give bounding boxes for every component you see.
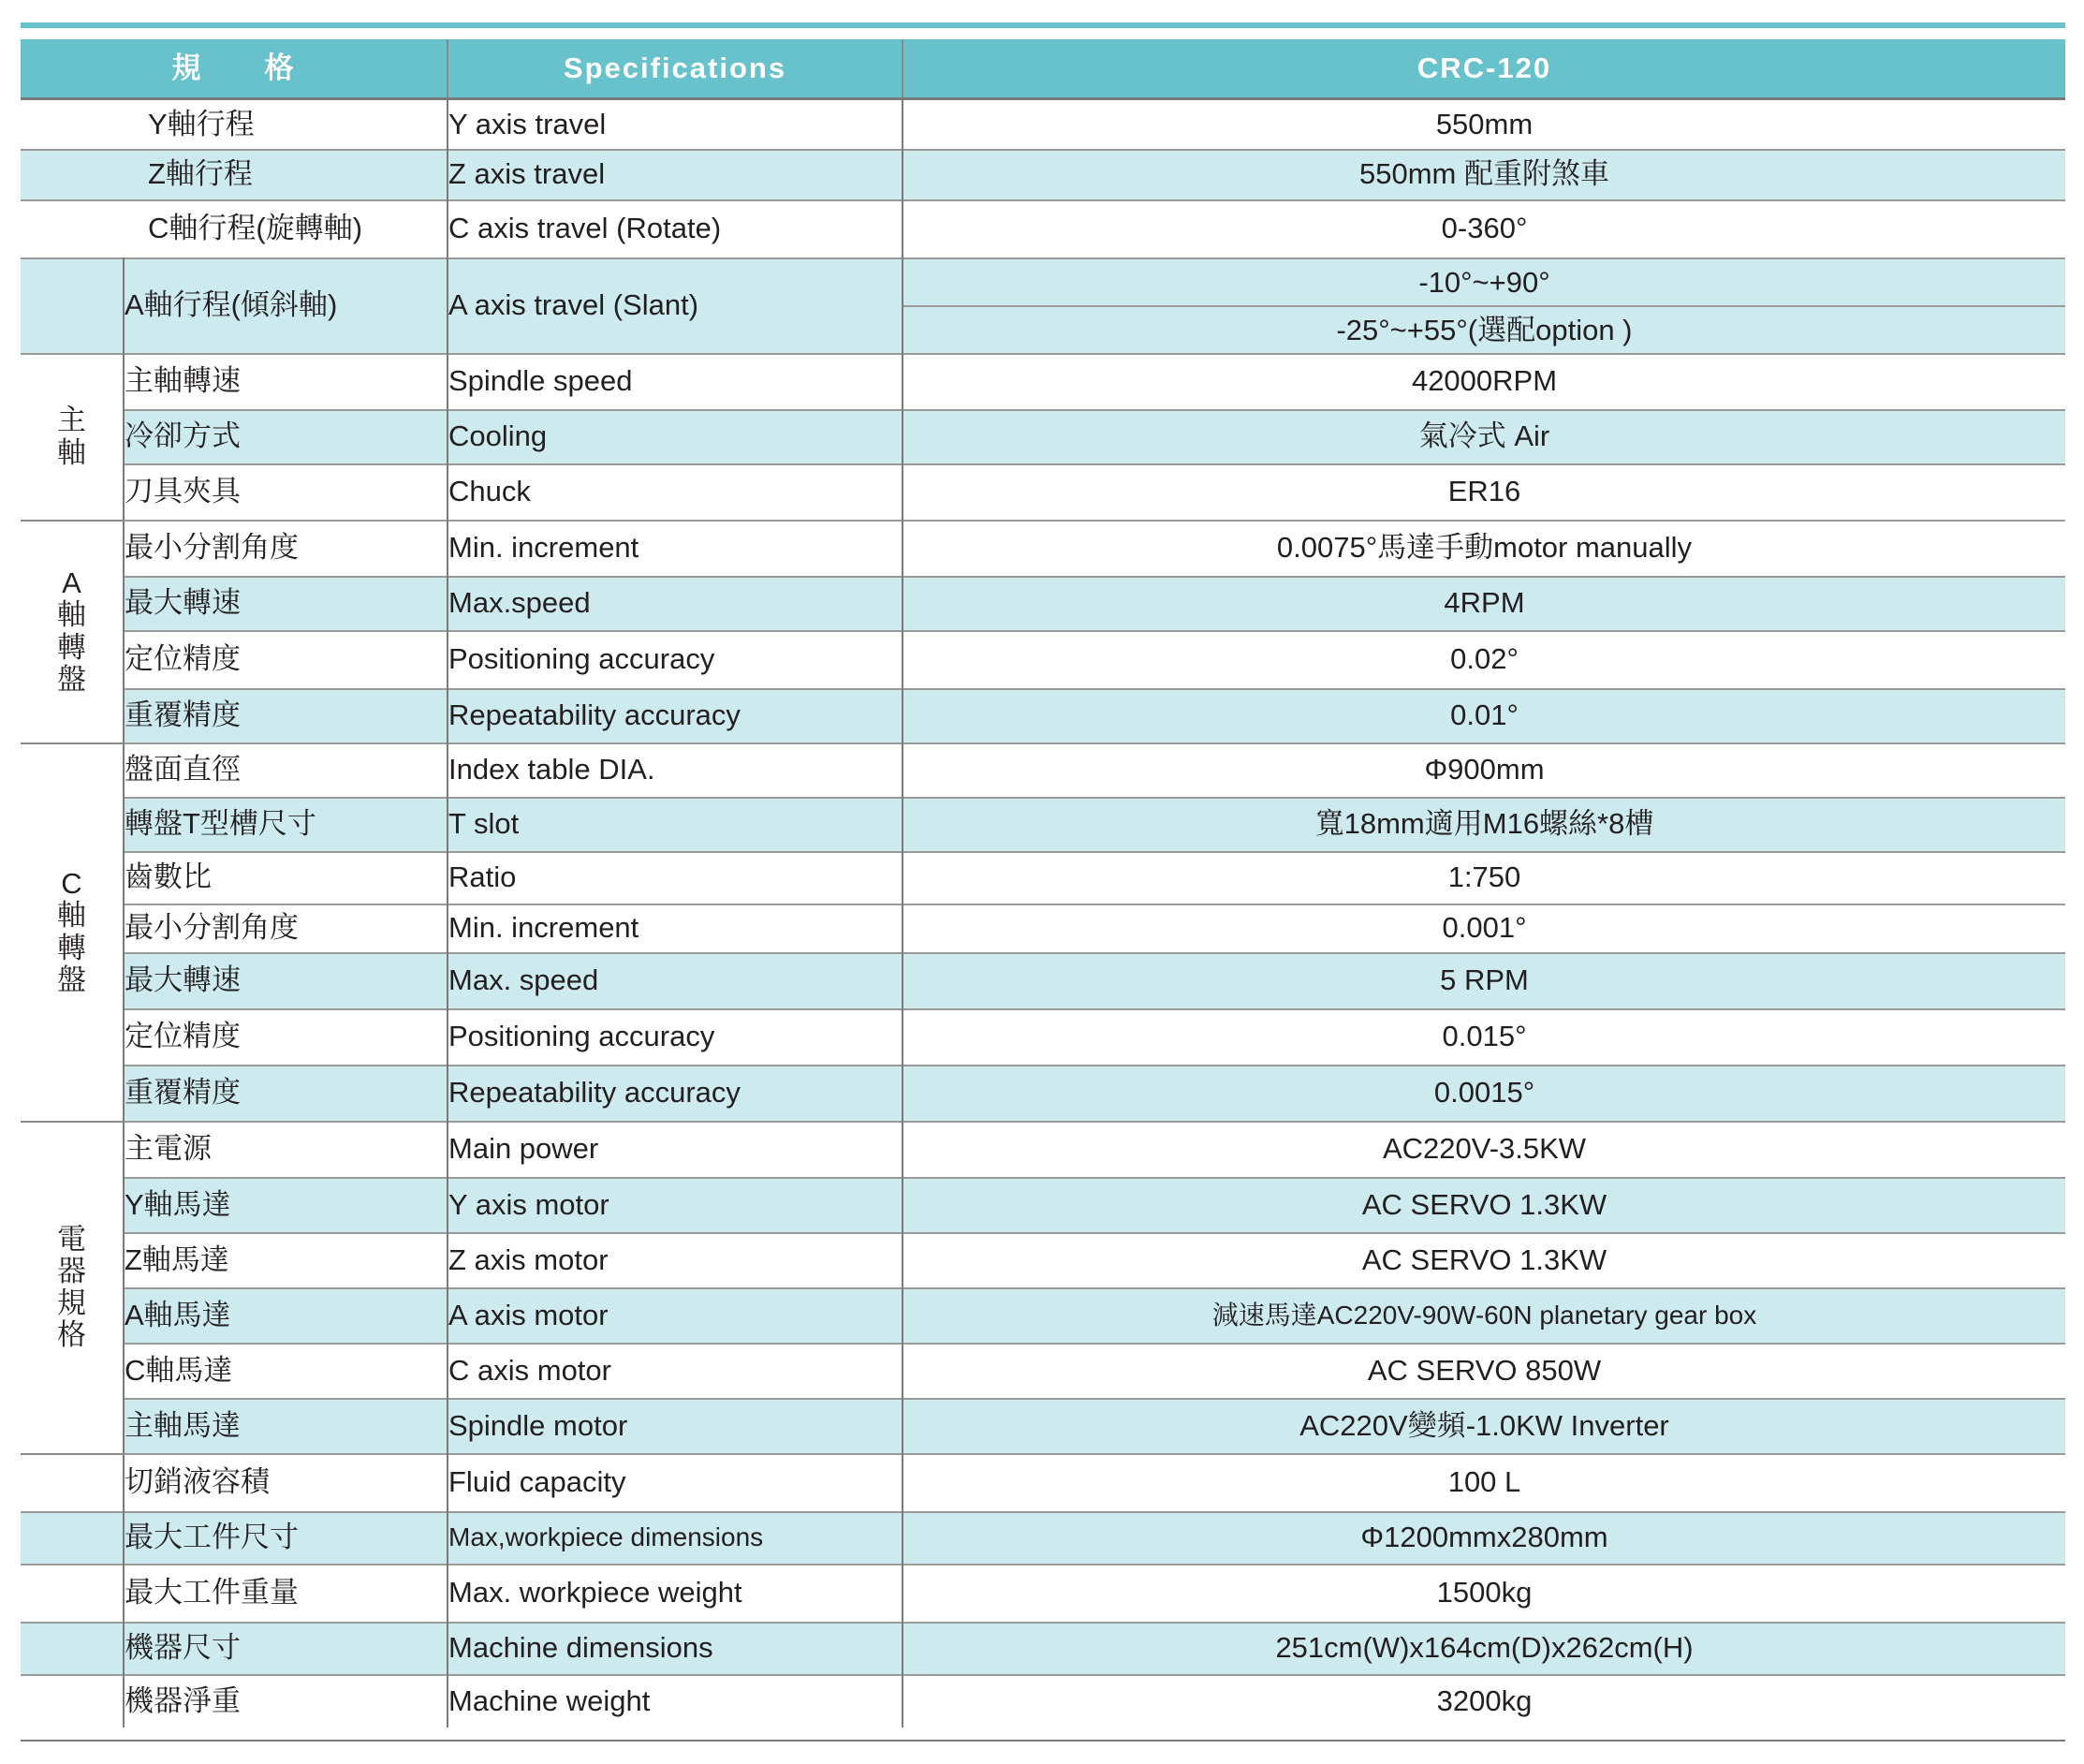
spec-cn: A軸馬達 (124, 1288, 448, 1344)
spec-value: 550mm 配重附煞車 (903, 150, 2065, 200)
spec-cn: 主軸馬達 (124, 1399, 448, 1454)
table-row (21, 798, 2065, 852)
table-row (21, 904, 2065, 953)
spec-cn: 定位精度 (124, 1009, 448, 1066)
spec-table (21, 39, 2065, 1727)
spec-en: A axis travel (Slant) (448, 258, 903, 354)
spec-value: 100 L (903, 1454, 2065, 1512)
spec-en: A axis motor (448, 1288, 903, 1344)
spec-cn: Z軸馬達 (124, 1233, 448, 1288)
spec-value: 0.0015° (903, 1066, 2065, 1122)
spec-en: Max.speed (448, 577, 903, 631)
spec-en: Repeatability accuracy (448, 689, 903, 743)
spec-value: 42000RPM (903, 354, 2065, 410)
spec-en: C axis motor (448, 1344, 903, 1399)
spec-cn: 重覆精度 (124, 689, 448, 743)
spec-en: Max. speed (448, 953, 903, 1009)
spec-cn: 冷卻方式 (124, 410, 448, 464)
spec-en: Main power (448, 1122, 903, 1178)
spec-cn: 最小分割角度 (124, 521, 448, 577)
table-row (21, 1565, 2065, 1623)
top-accent-line (21, 22, 2065, 28)
spec-en: Z axis motor (448, 1233, 903, 1288)
spec-value: 0.02° (903, 631, 2065, 689)
spec-cn: 主軸轉速 (124, 354, 448, 410)
spec-en: Cooling (448, 410, 903, 464)
table-row (21, 1009, 2065, 1066)
spec-en: Min. increment (448, 521, 903, 577)
table-row (21, 1233, 2065, 1288)
spec-value: AC SERVO 1.3KW (903, 1233, 2065, 1288)
spec-en: Y axis motor (448, 1178, 903, 1233)
spec-value: 0.015° (903, 1009, 2065, 1066)
spec-en: Max,workpiece dimensions (448, 1512, 903, 1565)
spec-cn: 盤面直徑 (124, 743, 448, 798)
spec-cn: 主電源 (124, 1122, 448, 1178)
spec-value: AC220V變頻-1.0KW Inverter (903, 1399, 2065, 1454)
spec-cn: 最小分割角度 (124, 904, 448, 953)
spec-cn: C軸馬達 (124, 1344, 448, 1399)
spec-value: 0.001° (903, 904, 2065, 953)
spec-value: 3200kg (903, 1675, 2065, 1727)
spec-cn: 機器尺寸 (124, 1623, 448, 1675)
table-row (21, 689, 2065, 743)
table-row (21, 1122, 2065, 1178)
table-row (21, 852, 2065, 904)
spec-value-option: -25°~+55°(選配option ) (903, 305, 2065, 353)
group-c-axis-table: C軸轉盤 (21, 743, 124, 1122)
spec-en: Positioning accuracy (448, 631, 903, 689)
spec-en: Index table DIA. (448, 743, 903, 798)
spec-en: Min. increment (448, 904, 903, 953)
group-a-axis-table: A軸轉盤 (21, 521, 124, 743)
table-row (21, 743, 2065, 798)
spec-value: 0.01° (903, 689, 2065, 743)
group-electrical: 電器規格 (21, 1122, 124, 1454)
spec-cn: 刀具夾具 (124, 464, 448, 521)
spec-value: ER16 (903, 464, 2065, 521)
table-row (21, 1399, 2065, 1454)
spec-en: Spindle motor (448, 1399, 903, 1454)
spec-cn: C軸行程(旋轉軸) (148, 212, 363, 245)
table-row (21, 1675, 2065, 1727)
spec-cn: A軸行程(傾斜軸) (124, 258, 448, 354)
table-row (21, 464, 2065, 521)
header-cn: 規 格 (21, 39, 448, 99)
spec-value: 減速馬達AC220V-90W-60N planetary gear box (903, 1288, 2065, 1344)
spec-cn: 最大工件重量 (124, 1565, 448, 1623)
spec-en: Spindle speed (448, 354, 903, 410)
spec-value: Φ900mm (903, 743, 2065, 798)
spec-cn: 最大轉速 (124, 577, 448, 631)
spec-value: 0-360° (903, 200, 2065, 258)
spec-cn: Y軸行程 (148, 107, 255, 140)
spec-cn: Y軸馬達 (124, 1178, 448, 1233)
table-row (21, 258, 2065, 354)
table-row (21, 150, 2065, 200)
table-row (21, 410, 2065, 464)
spec-cn: 定位精度 (124, 631, 448, 689)
spec-cn: Z軸行程 (148, 157, 253, 191)
spec-en: Z axis travel (448, 150, 903, 200)
spec-cn: 最大工件尺寸 (124, 1512, 448, 1565)
header-row (21, 39, 2065, 99)
spec-value: 5 RPM (903, 953, 2065, 1009)
spec-value: 0.0075°馬達手動motor manually (903, 521, 2065, 577)
spec-cn: 機器淨重 (124, 1675, 448, 1727)
spec-cn: 重覆精度 (124, 1066, 448, 1122)
spec-cn: 最大轉速 (124, 953, 448, 1009)
spec-value (903, 258, 2065, 354)
spec-en: Ratio (448, 852, 903, 904)
table-row (21, 99, 2065, 150)
table-row (21, 577, 2065, 631)
spec-en: Positioning accuracy (448, 1009, 903, 1066)
spec-value: AC SERVO 850W (903, 1344, 2065, 1399)
table-row (21, 631, 2065, 689)
table-row (21, 953, 2065, 1009)
spec-value: AC SERVO 1.3KW (903, 1178, 2065, 1233)
spec-en: Repeatability accuracy (448, 1066, 903, 1122)
table-row (21, 521, 2065, 577)
spec-en: Y axis travel (448, 99, 903, 150)
spec-en: Max. workpiece weight (448, 1565, 903, 1623)
table-row (21, 1288, 2065, 1344)
spec-value: 1:750 (903, 852, 2065, 904)
table-row (21, 1066, 2065, 1122)
spec-en: T slot (448, 798, 903, 852)
header-model: CRC-120 (903, 39, 2065, 99)
spec-cn: 切銷液容積 (124, 1454, 448, 1512)
spec-en: Fluid capacity (448, 1454, 903, 1512)
spec-value-standard: -10°~+90° (1418, 265, 1550, 299)
table-row (21, 354, 2065, 410)
spec-cn: 齒數比 (124, 852, 448, 904)
spec-value: 4RPM (903, 577, 2065, 631)
spec-value: Φ1200mmx280mm (903, 1512, 2065, 1565)
spec-value: 251cm(W)x164cm(D)x262cm(H) (903, 1623, 2065, 1675)
spec-value: 氣冷式 Air (903, 410, 2065, 464)
table-row (21, 1178, 2065, 1233)
table-row (21, 1454, 2065, 1512)
table-row (21, 1344, 2065, 1399)
spec-value: 550mm (903, 99, 2065, 150)
spec-cn: 轉盤T型槽尺寸 (124, 798, 448, 852)
spec-en: Machine weight (448, 1675, 903, 1727)
group-spindle: 主軸 (21, 354, 124, 521)
spec-value: 寬18mm適用M16螺絲*8槽 (903, 798, 2065, 852)
table-row (21, 200, 2065, 258)
spec-en: Chuck (448, 464, 903, 521)
spec-en: Machine dimensions (448, 1623, 903, 1675)
table-row (21, 1623, 2065, 1675)
spec-en: C axis travel (Rotate) (448, 200, 903, 258)
spec-value: AC220V-3.5KW (903, 1122, 2065, 1178)
header-specifications: Specifications (448, 39, 903, 99)
bottom-line (21, 1740, 2065, 1742)
spec-value: 1500kg (903, 1565, 2065, 1623)
table-row (21, 1512, 2065, 1565)
